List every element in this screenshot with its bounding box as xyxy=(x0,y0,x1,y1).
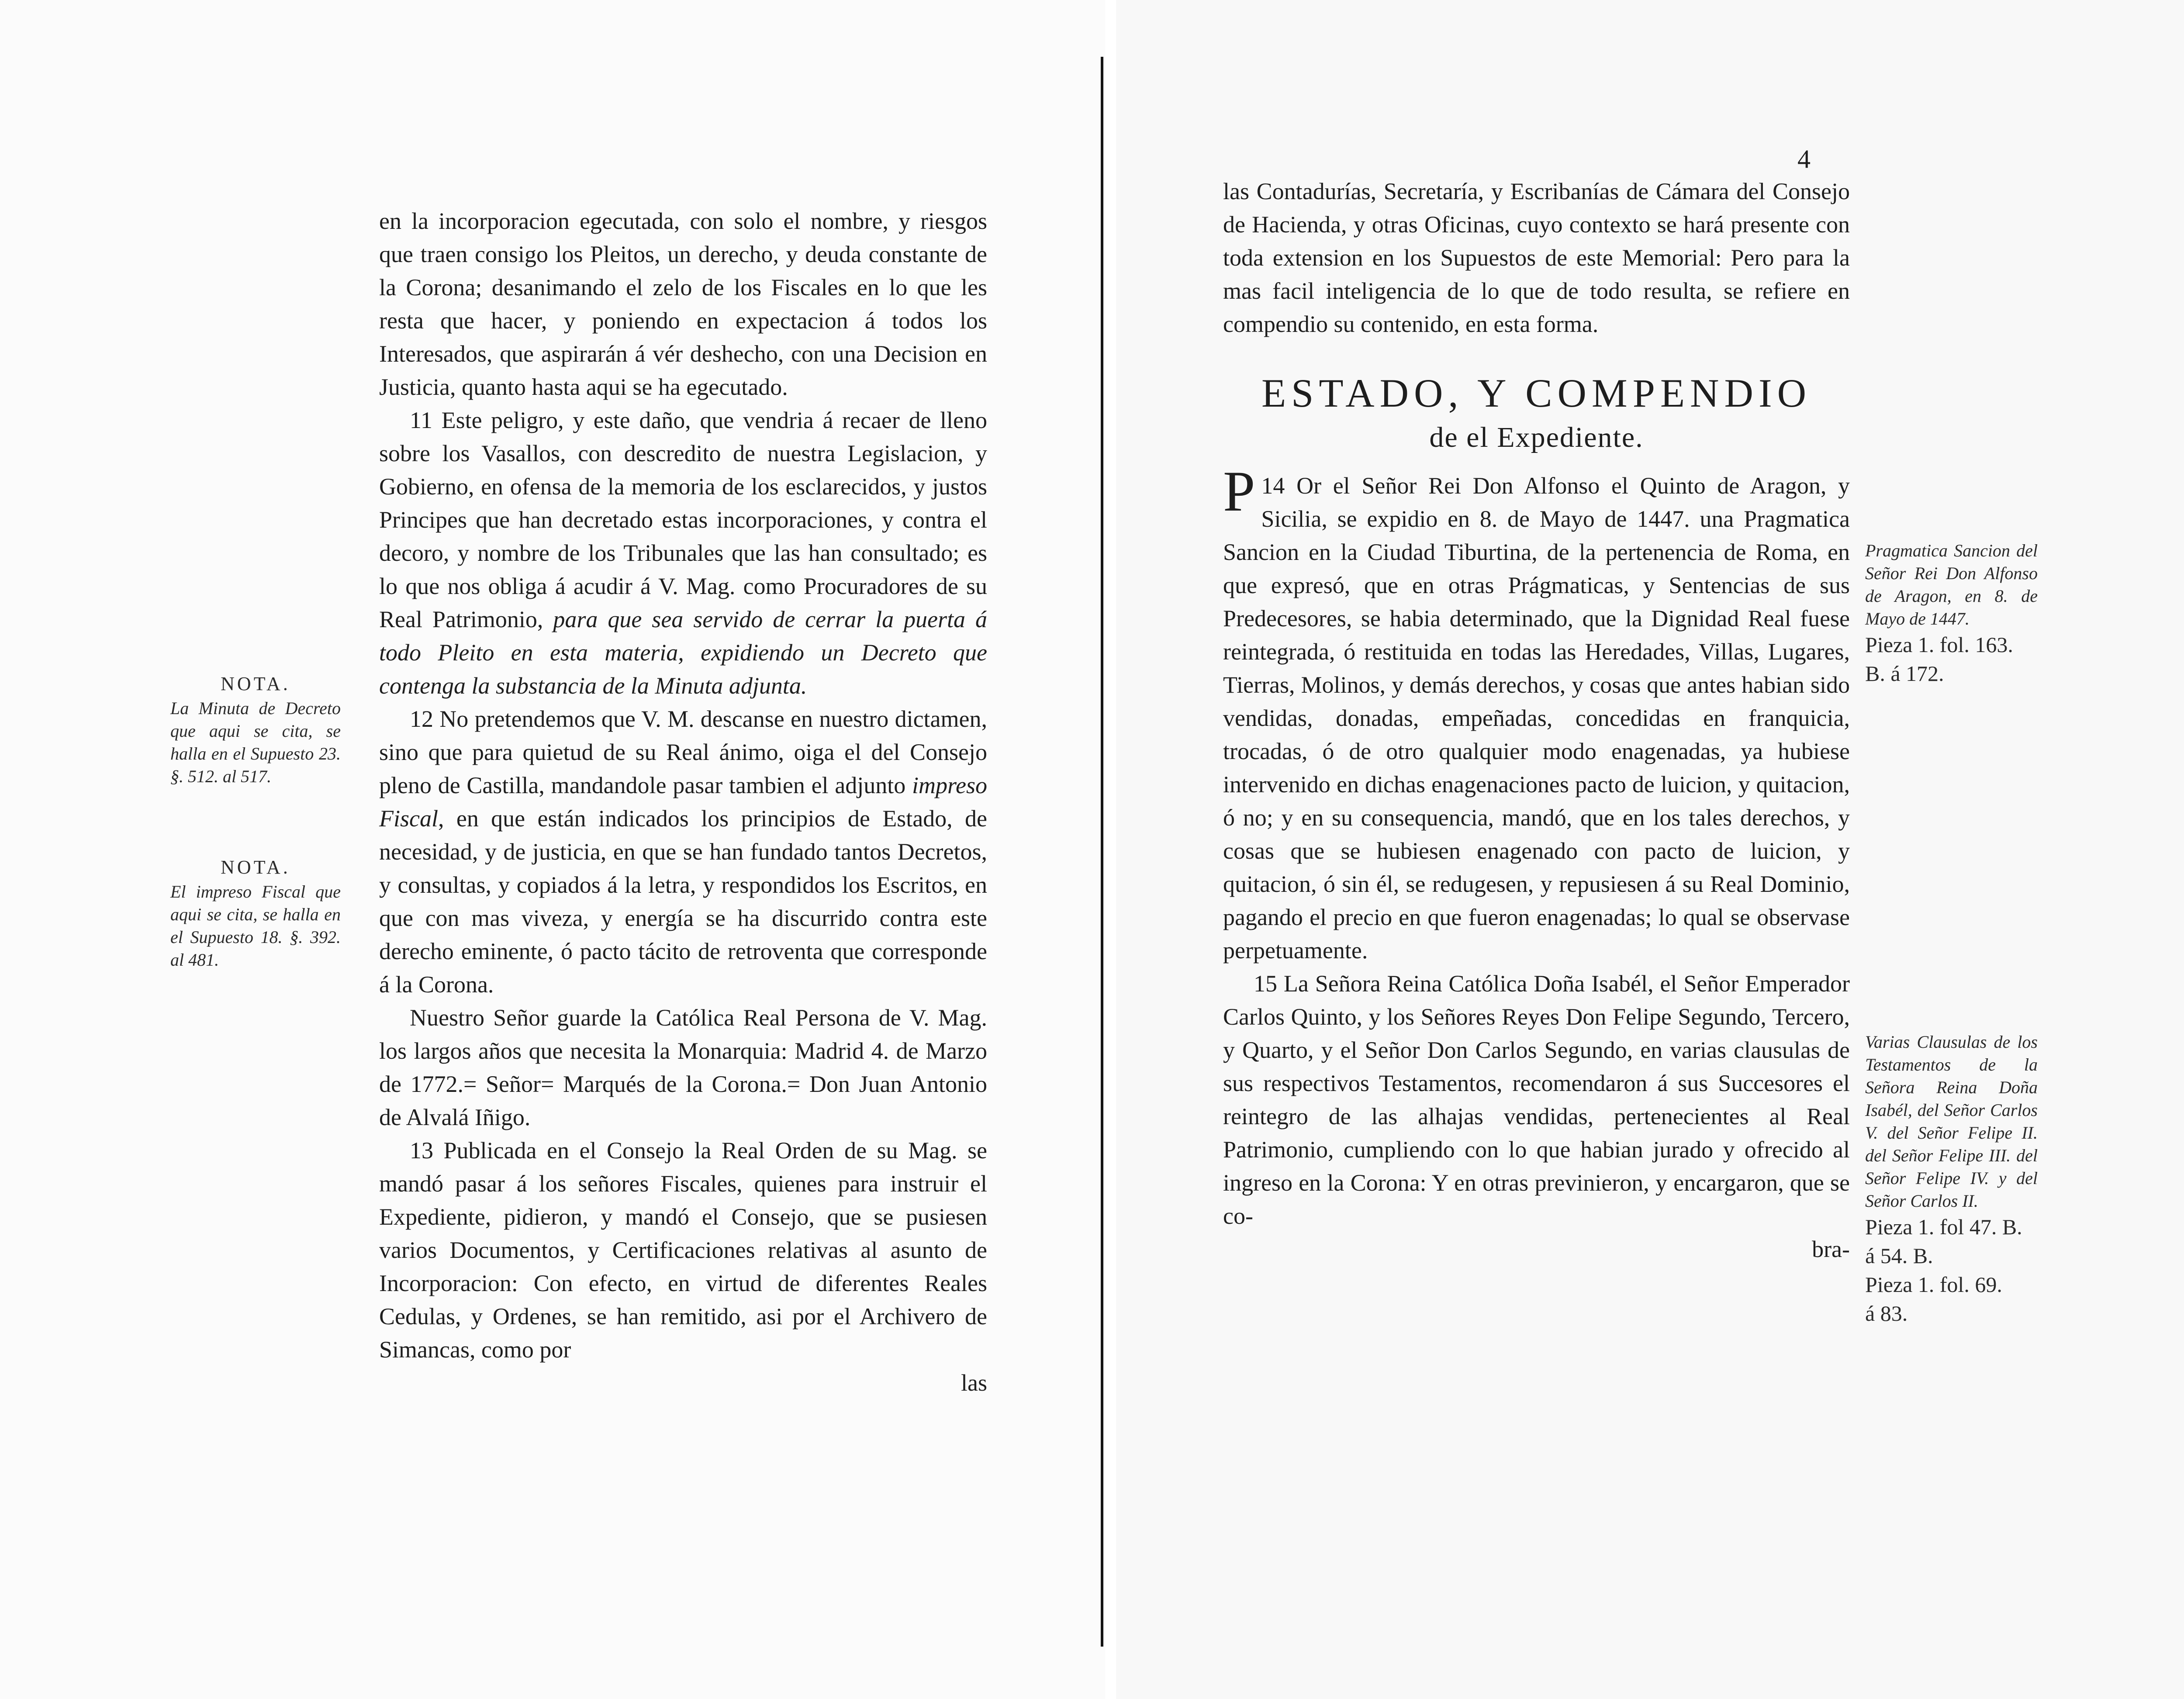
right-page-text xyxy=(1223,175,1850,1266)
closing-salutation: Nuestro Señor guarde la Católica Real Persona de V. Mag. los largos años que necesita la Monarquia: Madrid 4. de Marzo de 1772.= Señor= Marqués de la Corona.= Don Juan Antonio de Alvalá Iñigo. xyxy=(379,1005,987,1130)
page-gutter xyxy=(1101,57,1103,1647)
paragraph-13: 13 Publicada en el Consejo la Real Orden de su Mag. se mandó pasar á los señores Fiscales, quienes para instruir el Expediente, pidieron, y mandó el Consejo, que se pusiesen varios Documentos, y Certificaciones relativas al asunto de Incorporacion: Con efecto, en virtud de diferentes Reales Cedulas, y Ordenes, se han remitido, asi por el Archivero de Simancas, como por xyxy=(379,1137,987,1363)
left-page-text xyxy=(379,204,987,1399)
note-reference: á 83. xyxy=(1865,1301,1908,1326)
catchword-left: las xyxy=(961,1370,987,1396)
paragraph-14-text: Or el Señor Rei Don Alfonso el Quinto de Aragon, y Sicilia, se expidio en 8. de Mayo de 1447. una Pragmatica Sancion en la Ciudad Tiburtina, de la pertenencia de Roma, en que expresó, que en otras Prágmaticas, y Sentencias de sus Predecesores, se habia determinado, que la Dignidad Real fuese reintegrada, ó restituida en todas las Heredades, Villas, Lugares, Tierras, Molinos, y demás derechos, y cosas que antes habian sido vendidas, donadas, empeñadas, concedidas en franquicia, trocadas, ó de otro qualquier modo enagenadas, ya hubiese intervenido en dichas enagenaciones pacto de luicion, y quitacion, ó no; y en su consequencia, mandó, que en los tales derechos, y cosas que se hubiesen enagenado con pacto de luicion, y quitacion, ó sin él, se redugesen, y repusiesen á su Real Dominio, pagando el precio en que fueron enagenadas; lo qual se observase perpetuamente. xyxy=(1223,473,1850,963)
paragraph-12-text: 12 No pretendemos que V. M. descanse en nuestro dictamen, sino que para quietud de su Real ánimo, oiga el del Consejo pleno de Castilla, mandandole pasar tambien el adjunto xyxy=(379,706,987,798)
margin-note-pragmatica xyxy=(1865,539,2038,688)
paragraph-12-italic: impreso Fiscal xyxy=(379,772,987,832)
paragraph-10-continued: en la incorporacion egecutada, con solo el nombre, y riesgos que traen consigo los Pleitos, un derecho, y deuda constante de la Corona; desanimando el zelo de los Fiscales en lo que les resta que hacer, y poniendo en expectacion á todos los Interesados, que aspirarán á vér deshecho, con una Decision en Justicia, quanto hasta aqui se ha egecutado. xyxy=(379,208,987,400)
note-text: El impreso Fiscal que aqui se cita, se halla en el Supuesto 18. §. 392. al 481. xyxy=(170,882,341,970)
paragraph-12 xyxy=(379,702,987,1001)
paragraph-11 xyxy=(379,404,987,702)
paragraph-11-text: 11 Este peligro, y este daño, que vendria á recaer de lleno sobre los Vasallos, con descredito de nuestra Legislacion, y Gobierno, en ofensa de la memoria de los esclarecidos, y justos Principes que han decretado estas incorporaciones, y contra el decoro, y nombre de los Tribunales que las han consultado; es lo que nos obliga á acudir á V. Mag. como Procuradores de su Real Patrimonio, xyxy=(379,407,987,632)
note-reference: Pieza 1. fol. 69. xyxy=(1865,1272,2002,1297)
paragraph-14 xyxy=(1223,459,1850,967)
margin-note-testamentos xyxy=(1865,1031,2038,1328)
margin-note-impreso-fiscal xyxy=(170,856,341,971)
note-reference: Pieza 1. fol 47. B. xyxy=(1865,1215,2022,1239)
note-reference: B. á 172. xyxy=(1865,661,1944,686)
paragraph-12-rest: , en que están indicados los principios de Estado, de necesidad, y de justicia, en que se han fundado tantos Decretos, y consultas, y copiados á la letra, y respondidos los Escritos, en que con mas viveza, y energía se ha discurrido contra este derecho eminente, ó pacto tácito de retroventa que corresponde á la Corona. xyxy=(379,805,987,998)
heading-main: ESTADO, Y COMPENDIO xyxy=(1261,371,1812,415)
catchword-right: bra- xyxy=(1812,1236,1850,1262)
right-page xyxy=(1116,0,2184,1699)
intro-paragraph: las Contadurías, Secretaría, y Escribanías de Cámara del Consejo de Hacienda, y otras Oficinas, cuyo contexto se hará presente con toda extension en los Supuestos de este Memorial: Pero para la mas facil inteligencia de lo que de todo resulta, se refiere en compendio su contenido, en esta forma. xyxy=(1223,178,1850,337)
note-reference: Pieza 1. fol. 163. xyxy=(1865,632,2013,657)
note-text: Pragmatica Sancion del Señor Rei Don Alfonso de Aragon, en 8. de Mayo de 1447. xyxy=(1865,541,2038,628)
note-heading: NOTA. xyxy=(221,856,290,878)
note-reference: á 54. B. xyxy=(1865,1243,1933,1268)
note-heading: NOTA. xyxy=(221,673,290,694)
note-text: Varias Clausulas de los Testamentos de la Señora Reina Doña Isabél, del Señor Carlos V. del Señor Felipe II. del Señor Felipe III. del Señor Felipe IV. y del Señor Carlos II. xyxy=(1865,1032,2038,1211)
drop-capital: P xyxy=(1223,459,1255,523)
paragraph-14-number: 14 xyxy=(1261,473,1285,499)
paragraph-11-italic: para que sea servido de cerrar la puerta á todo Pleito en esta materia, expidiendo un Decreto que contenga la substancia de la Minuta adjunta. xyxy=(379,606,987,699)
page-number: 4 xyxy=(1797,145,1811,173)
paragraph-15: 15 La Señora Reina Católica Doña Isabél, el Señor Emperador Carlos Quinto, y los Señores Reyes Don Felipe Segundo, Tercero, y Quarto, y el Señor Don Carlos Segundo, en varias clausulas de sus respectivos Testamentos, recomendaron á sus Succesores el reintegro de las alhajas vendidas, pertenecientes al Real Patrimonio, cumpliendo con lo que habian jurado y ofrecido al ingreso en la Corona: Y en otras previnieron, y encargaron, que se co- xyxy=(1223,970,1850,1229)
margin-note-minuta xyxy=(170,673,341,788)
note-text: La Minuta de Decreto que aqui se cita, se halla en el Supuesto 23. §. 512. al 517. xyxy=(170,698,341,786)
section-heading xyxy=(1223,367,1850,456)
heading-sub: de el Expediente. xyxy=(1429,421,1644,453)
